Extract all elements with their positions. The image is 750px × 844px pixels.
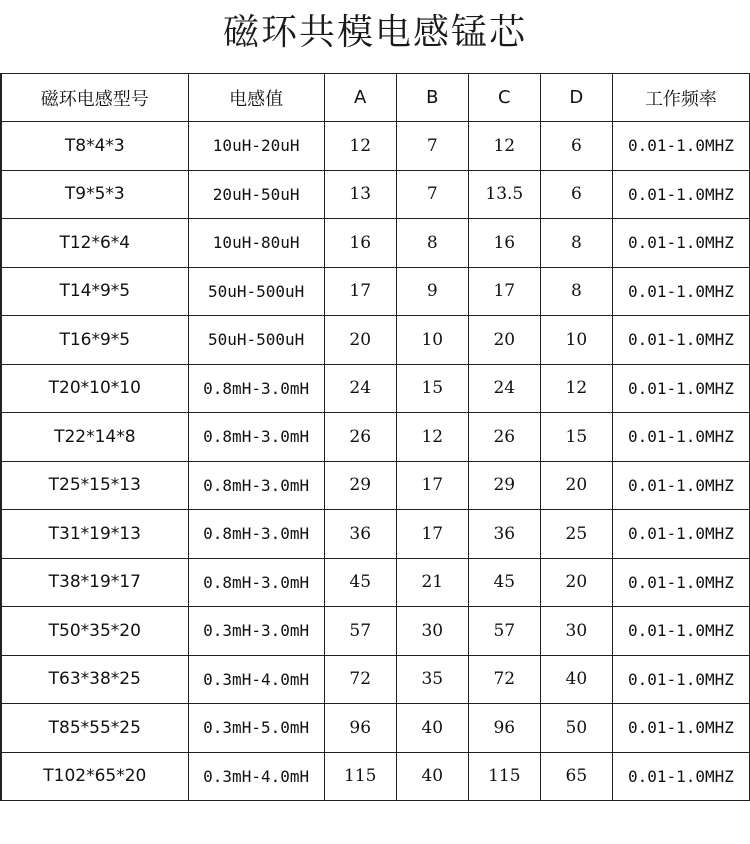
page-title: 磁环共模电感锰芯 [222,12,527,53]
cell-frequency: 0.01-1.0MHZ [612,170,749,219]
cell-model: T85*55*25 [1,704,188,753]
cell-model: T102*65*20 [1,752,188,801]
column-header-d: D [540,74,612,122]
column-header-frequency: 工作频率 [612,74,749,122]
cell-inductance: 0.8mH-3.0mH [188,413,324,462]
cell-c: 29 [468,461,540,510]
cell-model: T8*4*3 [1,122,188,171]
cell-a: 17 [324,267,396,316]
cell-model: T63*38*25 [1,655,188,704]
cell-inductance: 0.3mH-4.0mH [188,655,324,704]
cell-a: 13 [324,170,396,219]
cell-inductance: 10uH-80uH [188,219,324,268]
column-header-inductance: 电感值 [188,74,324,122]
cell-d: 8 [540,267,612,316]
cell-d: 50 [540,704,612,753]
cell-b: 7 [396,122,468,171]
cell-d: 12 [540,364,612,413]
cell-c: 45 [468,558,540,607]
cell-d: 30 [540,607,612,656]
cell-frequency: 0.01-1.0MHZ [612,364,749,413]
cell-d: 6 [540,122,612,171]
cell-frequency: 0.01-1.0MHZ [612,461,749,510]
cell-b: 35 [396,655,468,704]
column-header-c: C [468,74,540,122]
cell-inductance: 0.3mH-5.0mH [188,704,324,753]
cell-inductance: 50uH-500uH [188,267,324,316]
cell-frequency: 0.01-1.0MHZ [612,655,749,704]
cell-d: 20 [540,558,612,607]
table-row [1,752,750,801]
cell-c: 20 [468,316,540,365]
cell-frequency: 0.01-1.0MHZ [612,316,749,365]
cell-d: 65 [540,752,612,801]
cell-c: 115 [468,752,540,801]
table-row [1,316,750,365]
cell-model: T16*9*5 [1,316,188,365]
cell-b: 15 [396,364,468,413]
table-row [1,413,750,462]
cell-frequency: 0.01-1.0MHZ [612,558,749,607]
cell-c: 16 [468,219,540,268]
table-row [1,510,750,559]
cell-model: T14*9*5 [1,267,188,316]
table-row [1,267,750,316]
cell-a: 45 [324,558,396,607]
cell-b: 10 [396,316,468,365]
table-row [1,704,750,753]
cell-b: 40 [396,704,468,753]
cell-a: 36 [324,510,396,559]
cell-b: 9 [396,267,468,316]
cell-b: 12 [396,413,468,462]
spec-table [0,73,750,801]
table-row [1,170,750,219]
column-header-model: 磁环电感型号 [1,74,188,122]
cell-a: 12 [324,122,396,171]
table-row [1,655,750,704]
cell-c: 17 [468,267,540,316]
cell-d: 40 [540,655,612,704]
cell-inductance: 0.8mH-3.0mH [188,461,324,510]
cell-frequency: 0.01-1.0MHZ [612,752,749,801]
cell-a: 115 [324,752,396,801]
cell-c: 24 [468,364,540,413]
cell-c: 36 [468,510,540,559]
cell-a: 72 [324,655,396,704]
cell-inductance: 50uH-500uH [188,316,324,365]
cell-frequency: 0.01-1.0MHZ [612,607,749,656]
cell-frequency: 0.01-1.0MHZ [612,219,749,268]
cell-c: 72 [468,655,540,704]
cell-c: 12 [468,122,540,171]
cell-inductance: 0.8mH-3.0mH [188,510,324,559]
cell-frequency: 0.01-1.0MHZ [612,704,749,753]
cell-b: 17 [396,510,468,559]
cell-inductance: 0.3mH-3.0mH [188,607,324,656]
cell-a: 26 [324,413,396,462]
cell-model: T31*19*13 [1,510,188,559]
cell-inductance: 0.8mH-3.0mH [188,364,324,413]
cell-inductance: 0.8mH-3.0mH [188,558,324,607]
table-body [1,122,750,801]
cell-frequency: 0.01-1.0MHZ [612,510,749,559]
cell-c: 96 [468,704,540,753]
cell-d: 15 [540,413,612,462]
cell-c: 57 [468,607,540,656]
cell-model: T20*10*10 [1,364,188,413]
cell-model: T50*35*20 [1,607,188,656]
cell-b: 8 [396,219,468,268]
cell-model: T38*19*17 [1,558,188,607]
cell-d: 10 [540,316,612,365]
cell-inductance: 10uH-20uH [188,122,324,171]
cell-inductance: 20uH-50uH [188,170,324,219]
cell-d: 20 [540,461,612,510]
cell-d: 8 [540,219,612,268]
table-row [1,122,750,171]
cell-b: 17 [396,461,468,510]
cell-frequency: 0.01-1.0MHZ [612,267,749,316]
cell-b: 30 [396,607,468,656]
cell-inductance: 0.3mH-4.0mH [188,752,324,801]
cell-model: T25*15*13 [1,461,188,510]
table-row [1,461,750,510]
column-header-a: A [324,74,396,122]
cell-b: 7 [396,170,468,219]
table-header-row [1,74,750,122]
cell-c: 26 [468,413,540,462]
cell-c: 13.5 [468,170,540,219]
cell-a: 16 [324,219,396,268]
cell-frequency: 0.01-1.0MHZ [612,413,749,462]
table-row [1,558,750,607]
cell-a: 20 [324,316,396,365]
cell-frequency: 0.01-1.0MHZ [612,122,749,171]
cell-b: 21 [396,558,468,607]
cell-model: T9*5*3 [1,170,188,219]
cell-a: 57 [324,607,396,656]
cell-d: 6 [540,170,612,219]
table-row [1,364,750,413]
table-row [1,607,750,656]
table-row [1,219,750,268]
column-header-b: B [396,74,468,122]
cell-a: 24 [324,364,396,413]
cell-a: 29 [324,461,396,510]
cell-d: 25 [540,510,612,559]
cell-model: T12*6*4 [1,219,188,268]
cell-b: 40 [396,752,468,801]
cell-model: T22*14*8 [1,413,188,462]
cell-a: 96 [324,704,396,753]
